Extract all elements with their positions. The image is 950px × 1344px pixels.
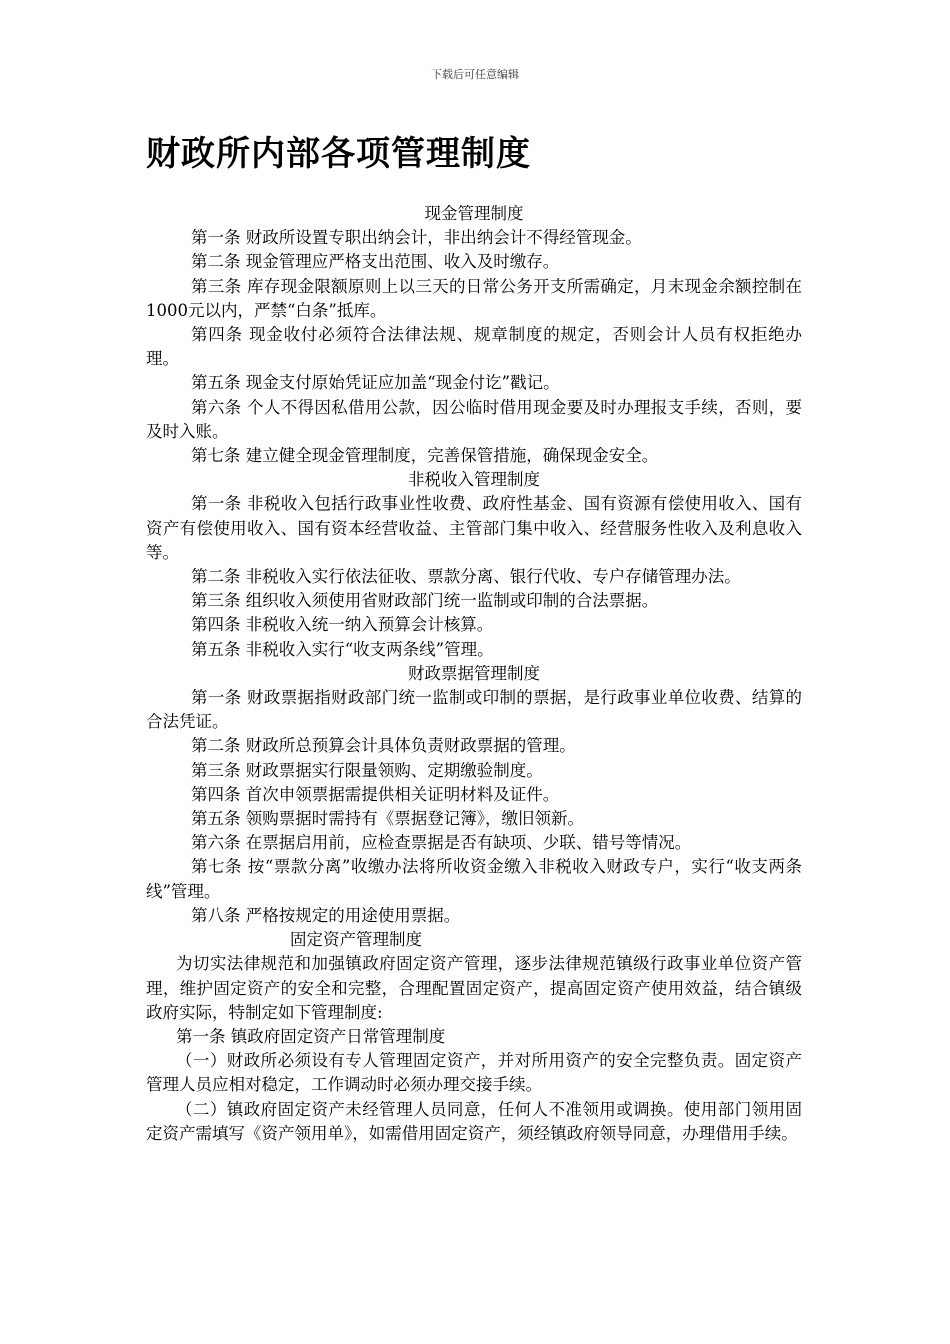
nontax-article-5: 第五条 非税收入实行“收支两条线”管理。 bbox=[191, 639, 494, 659]
assets-item-1: （一）财政所必须设有专人管理固定资产，并对所用资产的安全完整负责。固定资产管理人员应相对稳定，工作调动时必须办理交接手续。 bbox=[146, 1051, 802, 1095]
assets-intro: 为切实法律规范和加强镇政府固定资产管理，逐步法律规范镇级行政事业单位资产管理，维护固定资产的安全和完整，合理配置固定资产，提高固定资产使用效益，结合镇级政府实际，特制定如下管理制度: bbox=[146, 954, 802, 1022]
bills-article-4: 第四条 首次申领票据需提供相关证明材料及证件。 bbox=[191, 784, 560, 804]
cash-article-5: 第五条 现金支付原始凭证应加盖“现金付讫”戳记。 bbox=[191, 373, 560, 393]
document-body bbox=[146, 202, 802, 1146]
document-title: 财政所内部各项管理制度 bbox=[146, 134, 531, 174]
nontax-article-1: 第一条 非税收入包括行政事业性收费、政府性基金、国有资源有偿使用收入、国有资产有偿使用收入、国有资本经营收益、主管部门集中收入、经营服务性收入及利息收入等。 bbox=[146, 494, 802, 562]
bills-article-6: 第六条 在票据启用前，应检查票据是否有缺项、少联、错号等情况。 bbox=[191, 833, 692, 853]
bills-article-1: 第一条 财政票据指财政部门统一监制或印制的票据，是行政事业单位收费、结算的合法凭证。 bbox=[146, 688, 802, 732]
cash-article-4: 第四条 现金收付必须符合法律法规、规章制度的规定，否则会计人员有权拒绝办理。 bbox=[146, 325, 802, 369]
bills-article-3: 第三条 财政票据实行限量领购、定期缴验制度。 bbox=[191, 760, 543, 780]
section-heading-bills: 财政票据管理制度 bbox=[408, 663, 540, 683]
nontax-article-3: 第三条 组织收入须使用省财政部门统一监制或印制的合法票据。 bbox=[191, 591, 659, 611]
bills-article-7: 第七条 按“票款分离”收缴办法将所收资金缴入非税收入财政专户，实行“收支两条线”管理。 bbox=[146, 857, 802, 901]
cash-article-2: 第二条 现金管理应严格支出范围、收入及时缴存。 bbox=[191, 252, 560, 272]
nontax-article-4: 第四条 非税收入统一纳入预算会计核算。 bbox=[191, 615, 494, 635]
cash-article-6: 第六条 个人不得因私借用公款，因公临时借用现金要及时办理报支手续，否则，要及时入账。 bbox=[146, 397, 802, 441]
section-heading-cash: 现金管理制度 bbox=[424, 204, 524, 223]
bills-article-2: 第二条 财政所总预算会计具体负责财政票据的管理。 bbox=[191, 736, 576, 756]
cash-article-3: 第三条 库存现金限额原则上以三天的日常公务开支所需确定，月末现金余额控制在1000元以内，严禁“白条”抵库。 bbox=[146, 276, 802, 320]
bills-article-8: 第八条 严格按规定的用途使用票据。 bbox=[191, 905, 461, 925]
section-heading-nontax: 非税收入管理制度 bbox=[408, 470, 540, 490]
section-heading-assets: 固定资产管理制度 bbox=[290, 930, 422, 950]
cash-article-1: 第一条 财政所设置专职出纳会计，非出纳会计不得经管现金。 bbox=[191, 228, 642, 248]
assets-item-2: （二）镇政府固定资产未经管理人员同意，任何人不准领用或调换。使用部门领用固定资产需填写《资产领用单》，如需借用固定资产，须经镇政府领导同意，办理借用手续。 bbox=[146, 1099, 802, 1143]
assets-article-1: 第一条 镇政府固定资产日常管理制度 bbox=[176, 1026, 446, 1046]
nontax-article-2: 第二条 非税收入实行依法征收、票款分离、银行代收、专户存储管理办法。 bbox=[191, 567, 741, 587]
cash-article-7: 第七条 建立健全现金管理制度，完善保管措施，确保现金安全。 bbox=[191, 446, 659, 466]
page-header: 下载后可任意编辑 bbox=[431, 68, 519, 81]
bills-article-5: 第五条 领购票据时需持有《票据登记簿》，缴旧领新。 bbox=[191, 809, 584, 829]
